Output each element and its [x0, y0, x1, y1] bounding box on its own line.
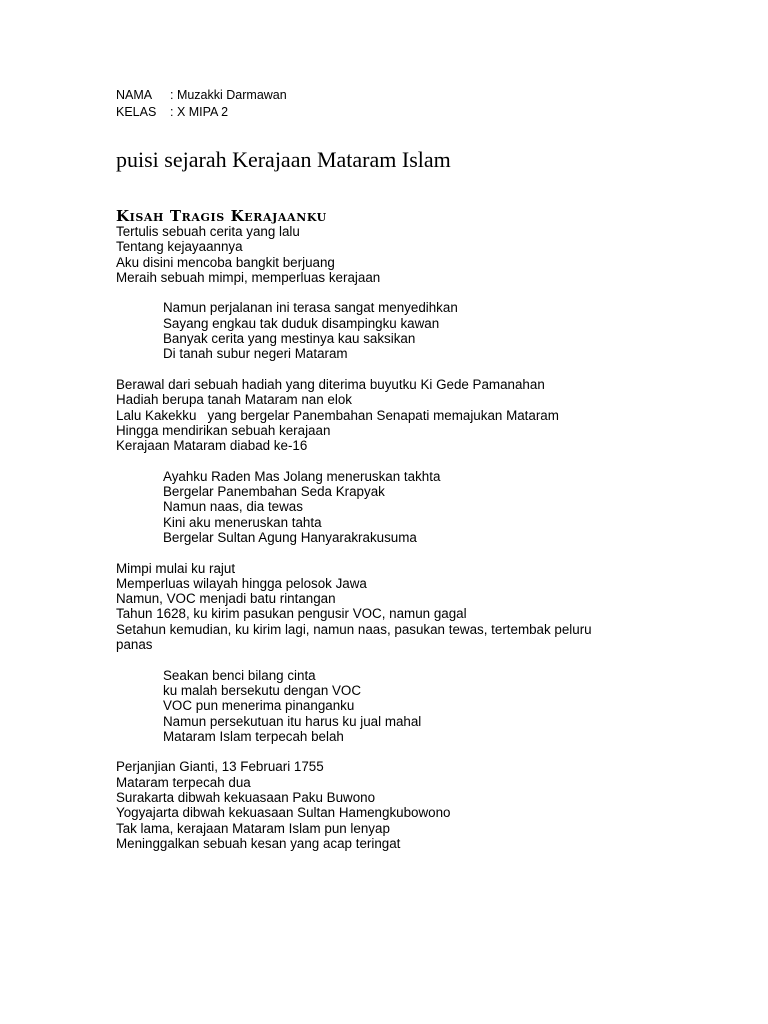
poem-line: Kini aku meneruskan tahta [163, 514, 322, 530]
poem-line: panas [116, 637, 153, 653]
poem-title: Kisah Tragis Kerajaanku [116, 207, 327, 225]
poem-line: Lalu Kakekku yang bergelar Panembahan Senapati memajukan Mataram [116, 407, 559, 423]
poem-line: Perjanjian Gianti, 13 Februari 1755 [116, 759, 324, 775]
document-title: puisi sejarah Kerajaan Mataram Islam [116, 147, 451, 172]
poem-line: Bergelar Sultan Agung Hanyarakrakusuma [163, 529, 417, 545]
poem-line: Berawal dari sebuah hadiah yang diterima buyutku Ki Gede Pamanahan [116, 376, 545, 392]
poem-line: Mimpi mulai ku rajut [116, 560, 236, 576]
poem-line: Mataram Islam terpecah belah [163, 728, 344, 744]
poem-line: Kerajaan Mataram diabad ke-16 [116, 438, 308, 454]
poem-line: Seakan benci bilang cinta [163, 667, 316, 683]
nama-label: NAMA [116, 88, 153, 102]
poem-line: Di tanah subur negeri Mataram [163, 346, 348, 362]
poem-line: Memperluas wilayah hingga pelosok Jawa [116, 575, 367, 591]
poem-line: Meraih sebuah mimpi, memperluas kerajaan [116, 269, 381, 285]
poem-line: Namun perjalanan ini terasa sangat menyedihkan [163, 300, 458, 316]
stanza-3 [116, 377, 656, 453]
kelas-value: : X MIPA 2 [170, 105, 229, 119]
poem-line: Tak lama, kerajaan Mataram Islam pun lenyap [116, 820, 390, 836]
poem-line: Namun persekutuan itu harus ku jual mahal [163, 713, 422, 729]
poem-line: Surakarta dibwah kekuasaan Paku Buwono [116, 789, 376, 805]
poem-line: Meninggalkan sebuah kesan yang acap teringat [116, 835, 401, 851]
kelas-row [116, 104, 287, 121]
stanza-2 [116, 300, 656, 361]
poem-line: Yogyajarta dibwah kekuasaan Sultan Hamengkubowono [116, 805, 451, 821]
student-info [116, 87, 287, 121]
stanza-6 [116, 668, 656, 744]
poem-line: Sayang engkau tak duduk disampingku kawan [163, 315, 440, 331]
stanza-7 [116, 759, 656, 851]
stanza-1 [116, 224, 656, 285]
poem-line: Tentang kejayaannya [116, 239, 243, 255]
poem-line: Setahun kemudian, ku kirim lagi, namun naas, pasukan tewas, tertembak peluru [116, 621, 592, 637]
poem-line: Hadiah berupa tanah Mataram nan elok [116, 392, 352, 408]
poem-line: Namun, VOC menjadi batu rintangan [116, 591, 336, 607]
poem-line: Namun naas, dia tewas [163, 499, 303, 515]
poem-line: Banyak cerita yang mestinya kau saksikan [163, 331, 416, 347]
nama-row [116, 87, 287, 104]
poem-line: Tahun 1628, ku kirim pasukan pengusir VOC, namun gagal [116, 606, 467, 622]
poem-line: Mataram terpecah dua [116, 774, 251, 790]
stanza-5 [116, 561, 656, 653]
poem-body [116, 224, 656, 866]
poem-line: Hingga mendirikan sebuah kerajaan [116, 422, 331, 438]
poem-line: ku malah bersekutu dengan VOC [163, 682, 362, 698]
poem-line: Aku disini mencoba bangkit berjuang [116, 254, 335, 270]
poem-line: VOC pun menerima pinanganku [163, 698, 355, 714]
kelas-label: KELAS [116, 105, 157, 119]
nama-value: : Muzakki Darmawan [170, 88, 287, 102]
poem-line: Tertulis sebuah cerita yang lalu [116, 224, 300, 239]
poem-line: Ayahku Raden Mas Jolang meneruskan takhta [163, 468, 441, 484]
stanza-4 [116, 469, 656, 545]
poem-line: Bergelar Panembahan Seda Krapyak [163, 484, 385, 500]
